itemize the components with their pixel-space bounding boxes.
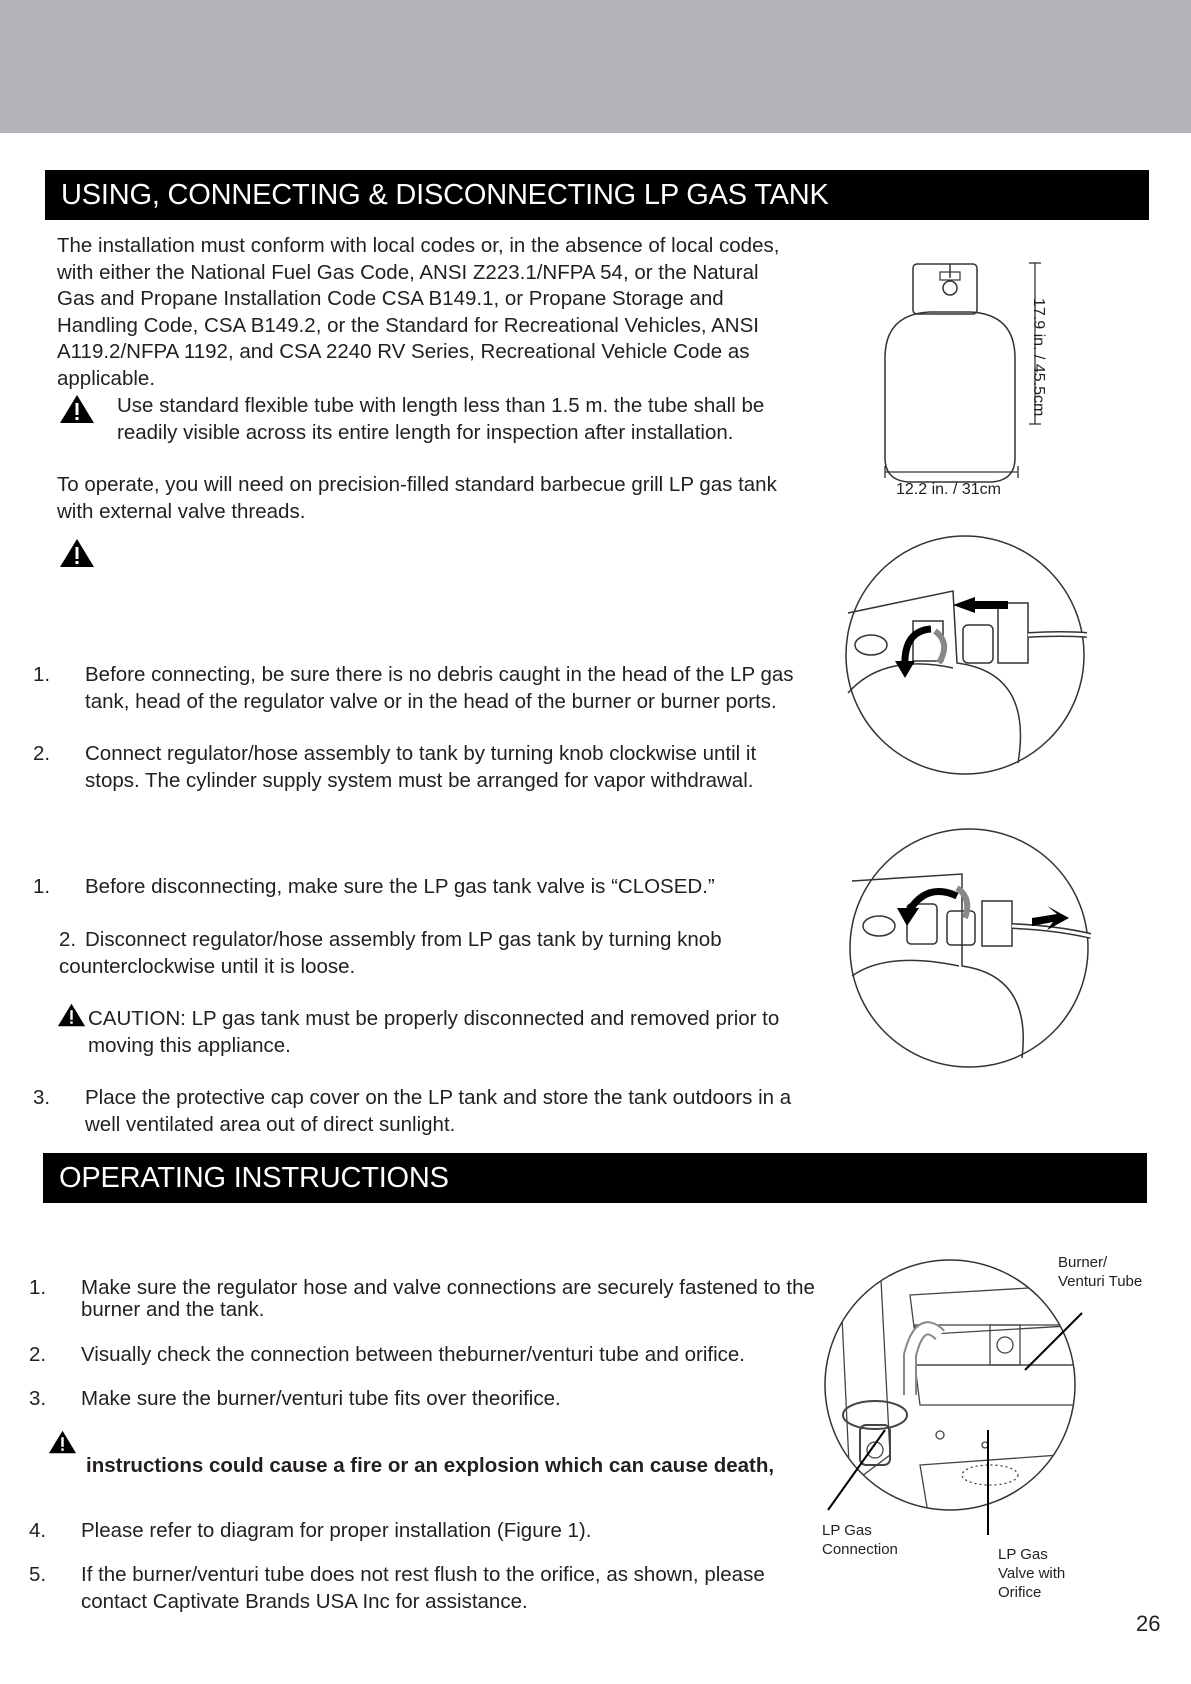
fire-warning-text: instructions could cause a fire or an explosion which can cause death, [86, 1454, 775, 1477]
connect-step-2: 2. Connect regulator/hose assembly to tank by turning knob clockwise until it stops. The cylinder supply system must be arranged for vapor withdrawal. [33, 742, 757, 792]
burner-venturi-label: Burner/ Venturi Tube [1058, 1254, 1143, 1290]
operating-step-5: 5. If the burner/venturi tube does not rest flush to the orifice, as shown, please contact Captivate Brands USA Inc for assistance. [29, 1563, 765, 1613]
operating-step-4: 4. Please refer to diagram for proper installation (Figure 1). [29, 1519, 592, 1542]
operate-note-text: To operate, you will need on precision-filled standard barbecue grill LP gas tank with external valve threads. [57, 473, 777, 523]
warning-icon [59, 394, 95, 424]
operating-step-1: 1. Make sure the regulator hose and valve connections are securely fastened to the burner and the tank. [29, 1276, 815, 1321]
tank-width-label: 12.2 in. / 31cm [896, 481, 1001, 498]
installation-codes-text: The installation must conform with local codes or, in the absence of local codes, with either the National Fuel Gas Code, ANSI Z223.1/NFPA 54, or the Natural Gas and Propane Installation Code CSA B149.1, or Propane Storage and Handling Code, CSA B149.2, or the Standard for Recreational Vehicles, ANSI A119.2/NFPA 1192, and CSA 2240 RV Series, Recreational Vehicle Code as applicable. [57, 234, 780, 390]
disconnect-step-3: 3. Place the protective cap cover on the LP tank and store the tank outdoors in a well ventilated area out of direct sunlight. [33, 1086, 792, 1136]
header-band [0, 0, 1191, 133]
disconnect-regulator-figure [847, 826, 1091, 1070]
caution-text: CAUTION: LP gas tank must be properly disconnected and removed prior to moving this appliance. [88, 1007, 780, 1057]
warning-icon [59, 538, 95, 568]
warning-icon [57, 1003, 86, 1027]
tube-warning-text: Use standard flexible tube with length less than 1.5 m. the tube shall be readily visible across its entire length for inspection after installation. [117, 394, 765, 444]
connect-regulator-figure [843, 533, 1087, 777]
page-number: 26 [1136, 1611, 1161, 1636]
warning-icon [48, 1430, 77, 1454]
disconnect-step-2: 2. Disconnect regulator/hose assembly from LP gas tank by turning knob counterclockwise until it is loose. [59, 928, 722, 978]
lp-gas-connection-label: LP Gas Connection [822, 1522, 898, 1558]
tank-height-label: 17.9 in. / 45.5cm [1030, 298, 1047, 417]
connect-step-1: 1. Before connecting, be sure there is no debris caught in the head of the LP gas tank, head of the regulator valve or in the head of the burner or burner ports. [33, 663, 794, 713]
operating-step-2: 2. Visually check the connection between theburner/venturi tube and orifice. [29, 1343, 746, 1366]
operating-step-3: 3. Make sure the burner/venturi tube fits over theorifice. [29, 1387, 561, 1410]
section-title-lp-tank: USING, CONNECTING & DISCONNECTING LP GAS TANK [45, 170, 1149, 220]
lp-gas-valve-label: LP Gas Valve with Orifice [998, 1546, 1066, 1601]
disconnect-step-1: 1. Before disconnecting, make sure the LP gas tank valve is “CLOSED.” [33, 875, 715, 898]
section-title-operating: OPERATING INSTRUCTIONS [43, 1153, 1147, 1203]
burner-venturi-figure [820, 1255, 1090, 1545]
